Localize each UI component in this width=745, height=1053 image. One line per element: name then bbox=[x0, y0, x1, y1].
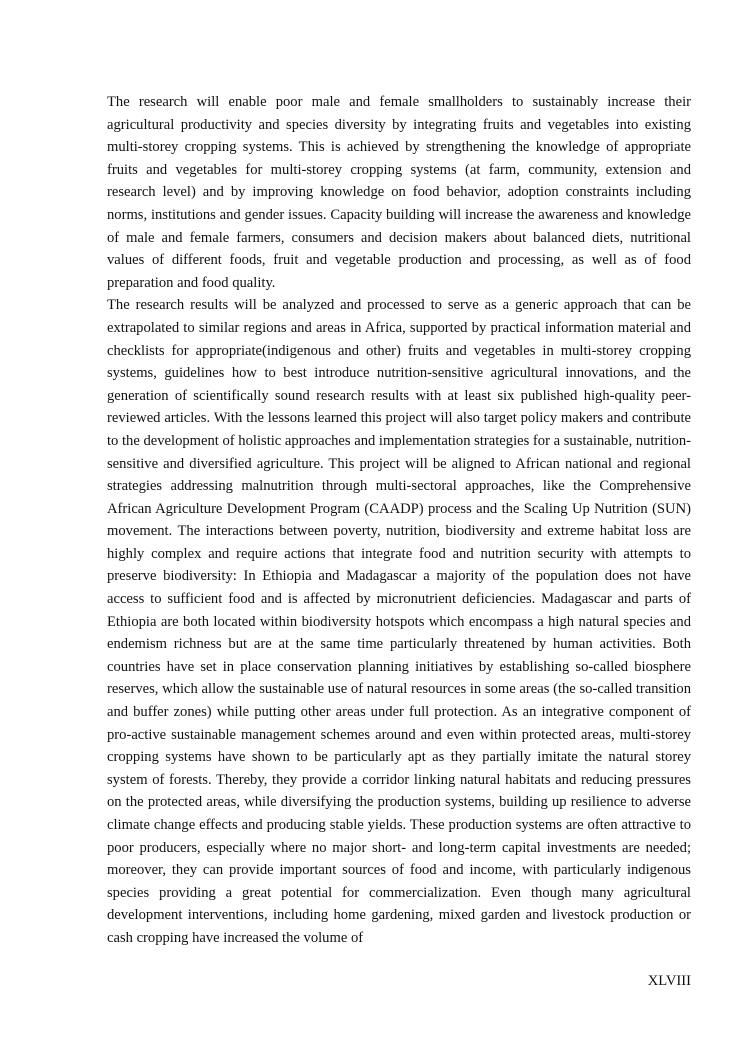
paragraph-1: The research will enable poor male and female smallholders to sustainably increase their agricultural productivity and species diversity by integrating fruits and vegetables into existing multi-storey cropping systems. This is achieved by strengthening the knowledge of appropriate fruits and vegetables for multi-storey cropping systems (at farm, community, extension and research level) and by improving knowledge on food behavior, adoption constraints including norms, institutions and gender issues. Capacity building will increase the awareness and knowledge of male and female farmers, consumers and decision makers about balanced diets, nutritional values of different foods, fruit and vegetable production and processing, as well as of food preparation and food quality. bbox=[107, 94, 691, 291]
page-number: XLVIII bbox=[647, 973, 691, 989]
document-body bbox=[107, 91, 691, 950]
paragraph-2: The research results will be analyzed and processed to serve as a generic approach that can be extrapolated to similar regions and areas in Africa, supported by practical information material and checklists for appropriate(indigenous and other) fruits and vegetables in multi-storey cropping systems, guidelines how to best introduce nutrition-sensitive agricultural innovations, and the generation of scientifically sound research results with at least six published high-quality peer-reviewed articles. With the lessons learned this project will also target policy makers and contribute to the development of holistic approaches and implementation strategies for a sustainable, nutrition-sensitive and diversified agriculture. This project will be aligned to African national and regional strategies addressing malnutrition through multi-sectoral approaches, like the Comprehensive African Agriculture Development Program (CAADP) process and the Scaling Up Nutrition (SUN) movement. The interactions between poverty, nutrition, biodiversity and extreme habitat loss are highly complex and require actions that integrate food and nutrition security with attempts to preserve biodiversity: In Ethiopia and Madagascar a majority of the population does not have access to sufficient food and is affected by micronutrient deficiencies. Madagascar and parts of Ethiopia are both located within biodiversity hotspots which encompass a high natural species and endemism richness but are at the same time particularly threatened by human activities. Both countries have set in place conservation planning initiatives by establishing so-called biosphere reserves, which allow the sustainable use of natural resources in some areas (the so-called transition and buffer zones) while putting other areas under full protection. As an integrative component of pro-active sustainable management schemes around and even within protected areas, multi-storey cropping systems have shown to be particularly apt as they partially imitate the natural storey system of forests. Thereby, they provide a corridor linking natural habitats and reducing pressures on the protected areas, while diversifying the production systems, building up resilience to adverse climate change effects and producing stable yields. These production systems are often attractive to poor producers, especially where no major short- and long-term capital investments are needed; moreover, they can provide important sources of food and income, with particularly indigenous species providing a great potential for commercialization. Even though many agricultural development interventions, including home gardening, mixed garden and livestock production or cash cropping have increased the volume of bbox=[107, 297, 691, 946]
